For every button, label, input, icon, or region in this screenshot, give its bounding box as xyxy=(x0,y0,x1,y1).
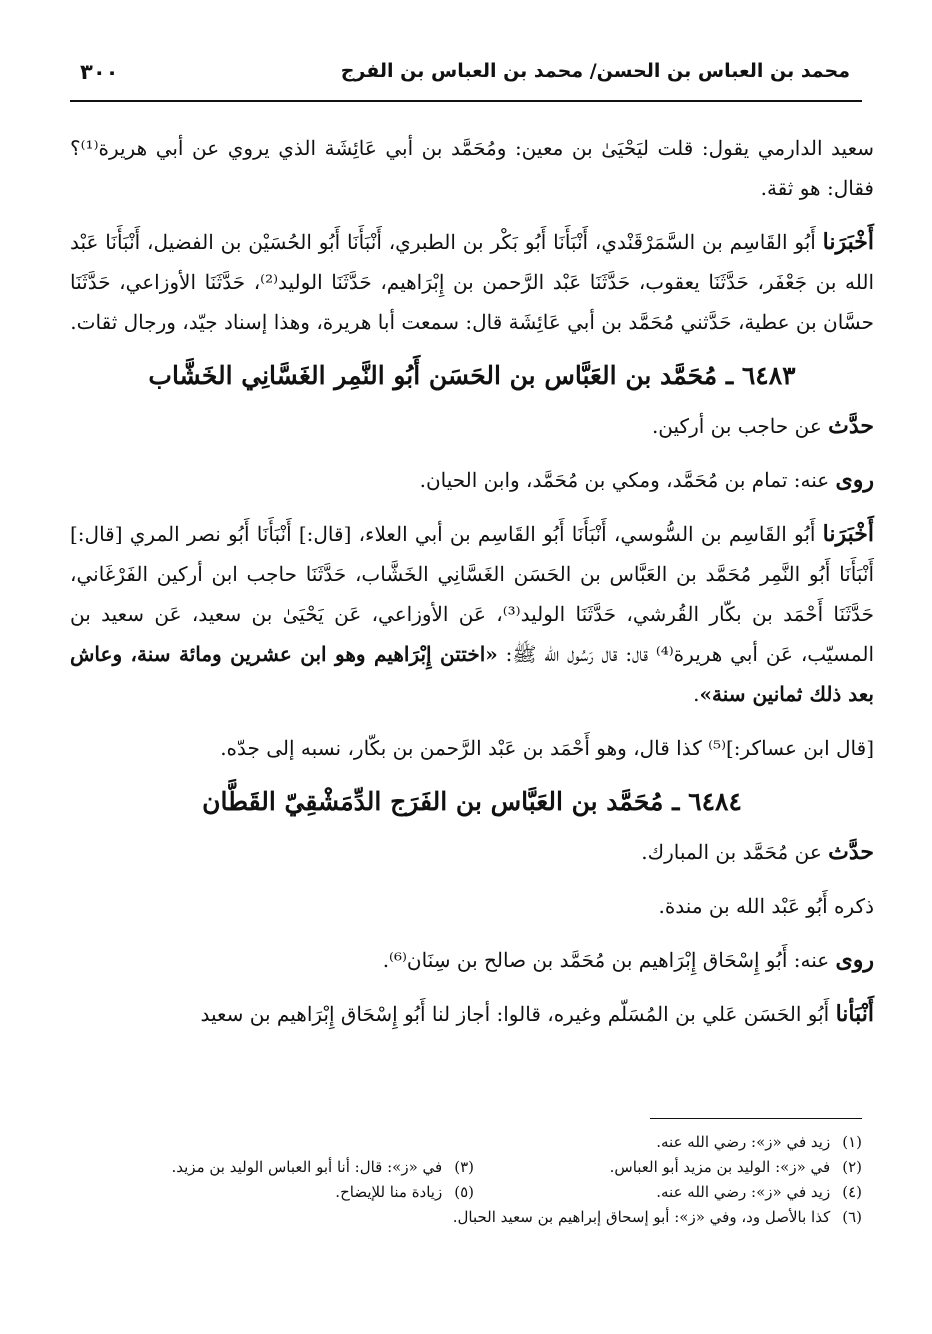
paragraph-text: عن مُحَمَّد بن المبارك. xyxy=(641,840,829,864)
footnote-text: في «ز»: الوليد بن مزيد أبو العباس. xyxy=(609,1158,831,1176)
entry-heading: ٦٤٨٣ ـ مُحَمَّد بن العَبَّاس بن الحَسَن أَبُو النَّمِر الغَسَّانِي الخَشَّاب xyxy=(148,361,796,390)
footnote-row xyxy=(70,1183,862,1208)
paragraph xyxy=(70,460,874,500)
footnote xyxy=(335,1183,474,1201)
paragraph-text: أَبُو القَاسِم بن السَّمَرْقَنْدي، أَنْبَأَنَا أَبُو بَكْر بن الطبري، أَنْبَأَنَا أَبُو الحُسَيْن بن الفضيل، أَنْبَأَنَا عَبْد الله بن جَعْفَر، حَدَّثَنَا يعقوب، حَدَّثَنَا عَبْد الرَّحمن بن إِبْرَاهيم، حَدَّثَنَا الوليد⁽²⁾، حَدَّثَنَا الأوزاعي، حَدَّثَنَا حسَّان بن عطية، حَدَّثني مُحَمَّد بن أبي عَائِشَة قال: سمعت أبا هريرة، وهذا إسناد جيّد، ورجال ثقات. xyxy=(70,230,874,334)
footnote xyxy=(656,1133,862,1151)
paragraph-text: عنه: تمام بن مُحَمَّد، ومكي بن مُحَمَّد، وابن الحيان. xyxy=(419,468,836,492)
footnote xyxy=(453,1208,862,1226)
page-header xyxy=(70,56,862,102)
footnote-number: (٤) xyxy=(842,1183,862,1201)
paragraph xyxy=(70,940,874,980)
footnote xyxy=(656,1183,862,1201)
footnote-number: (٥) xyxy=(454,1183,474,1201)
paragraph-lead-word: روى xyxy=(835,947,874,973)
paragraph-text: [قال ابن عساكر:]⁽⁵⁾ كذا قال، وهو أَحْمَد بن عَبْد الرَّحمن بن بكّار، نسبه إلى جدّه. xyxy=(220,736,874,760)
footnote-divider xyxy=(650,1118,862,1119)
footnote-text: زيد في «ز»: رضي الله عنه. xyxy=(656,1133,831,1151)
footnote-number: (٢) xyxy=(842,1158,862,1176)
footnote-text: كذا بالأصل ود، وفي «ز»: أبو إسحاق إبراهيم بن سعيد الحبال. xyxy=(452,1208,831,1226)
footnote-text: زيادة منا للإيضاح. xyxy=(335,1183,443,1201)
hadith-quote: «اختتن إِبْرَاهيم وهو ابن عشرين ومائة سنة، وعاش بعد ذلك ثمانين سنة» xyxy=(70,642,874,706)
footnote-row xyxy=(70,1208,862,1233)
paragraph-lead-word: حدَّث xyxy=(828,413,874,439)
running-title: محمد بن العباس بن الحسن/ محمد بن العباس بن الفرج xyxy=(340,60,850,82)
footnote-number: (٦) xyxy=(842,1208,862,1226)
paragraph-lead-word: روى xyxy=(835,467,874,493)
paragraph xyxy=(70,128,874,208)
footnote xyxy=(610,1158,862,1176)
paragraph xyxy=(70,514,874,714)
paragraph-text: عن حاجب بن أركين. xyxy=(651,414,829,438)
paragraph-lead-word: حدَّث xyxy=(828,839,874,865)
paragraph xyxy=(70,406,874,446)
footnote-row xyxy=(70,1158,862,1183)
paragraph xyxy=(70,886,874,926)
paragraph xyxy=(70,222,874,342)
paragraph xyxy=(70,832,874,872)
paragraph xyxy=(70,728,874,768)
paragraph-lead-word: أَخْبَرَنا xyxy=(822,521,874,547)
footnotes xyxy=(70,1118,862,1233)
entry-heading: ٦٤٨٤ ـ مُحَمَّد بن العَبَّاس بن الفَرَج الدِّمَشْقِيّ القَطَّان xyxy=(202,787,742,816)
page-number: ٣٠٠ xyxy=(80,60,119,84)
footnote-text: زيد في «ز»: رضي الله عنه. xyxy=(656,1183,831,1201)
footnote xyxy=(171,1158,474,1176)
footnote-number: (١) xyxy=(842,1133,862,1151)
main-text xyxy=(70,128,874,1048)
paragraph-tail: . xyxy=(693,682,700,706)
paragraph xyxy=(70,994,874,1034)
paragraph-text: سعيد الدارمي يقول: قلت ليَحْيَىٰ بن معين: ومُحَمَّد بن أبي عَائِشَة الذي يروي عن أبي هريرة⁽¹⁾؟ فقال: هو ثقة. xyxy=(70,136,874,200)
paragraph-text: ذكره أَبُو عَبْد الله بن مندة. xyxy=(658,894,874,918)
paragraph-text: أَبُو القَاسِم بن السُّوسي، أَنْبَأَنَا أَبُو القَاسِم بن أبي العلاء، [قال:] أَنْبَأَنَا أَبُو نصر المري [قال:] أَنْبَأَنَا أَبُو النَّمِر مُحَمَّد بن العَبَّاس بن الحَسَن الغَسَّانِي الخَشَّاب، حَدَّثَنَا حاجب ابن أركين الفَرْغَاني، حَدَّثَنَا أَحْمَد بن بكّار القُرشي، حَدَّثَنَا الوليد⁽³⁾، عَن الأوزاعي، عَن يَحْيَىٰ بن سعيد، عَن سعيد بن المسيّب، عَن أبي هريرة⁽⁴⁾ قال: قال رَسُول الله ﷺ: xyxy=(70,522,874,666)
paragraph-text: أَبُو الحَسَن عَلي بن المُسَلّم وغيره، قالوا: أجاز لنا أَبُو إِسْحَاق إِبْرَاهيم بن سعيد xyxy=(200,1002,836,1026)
footnote-text: في «ز»: قال: أنا أبو العباس الوليد بن مزيد. xyxy=(171,1158,443,1176)
footnote-number: (٣) xyxy=(454,1158,474,1176)
paragraph-lead-word: أَخْبَرَنا xyxy=(822,229,874,255)
paragraph-lead-word: أَنْبَأنا xyxy=(835,1001,874,1027)
footnote-row xyxy=(70,1133,862,1158)
paragraph-text: عنه: أَبُو إِسْحَاق إِبْرَاهيم بن مُحَمَّد بن صالح بن سِنَان⁽⁶⁾. xyxy=(382,948,836,972)
